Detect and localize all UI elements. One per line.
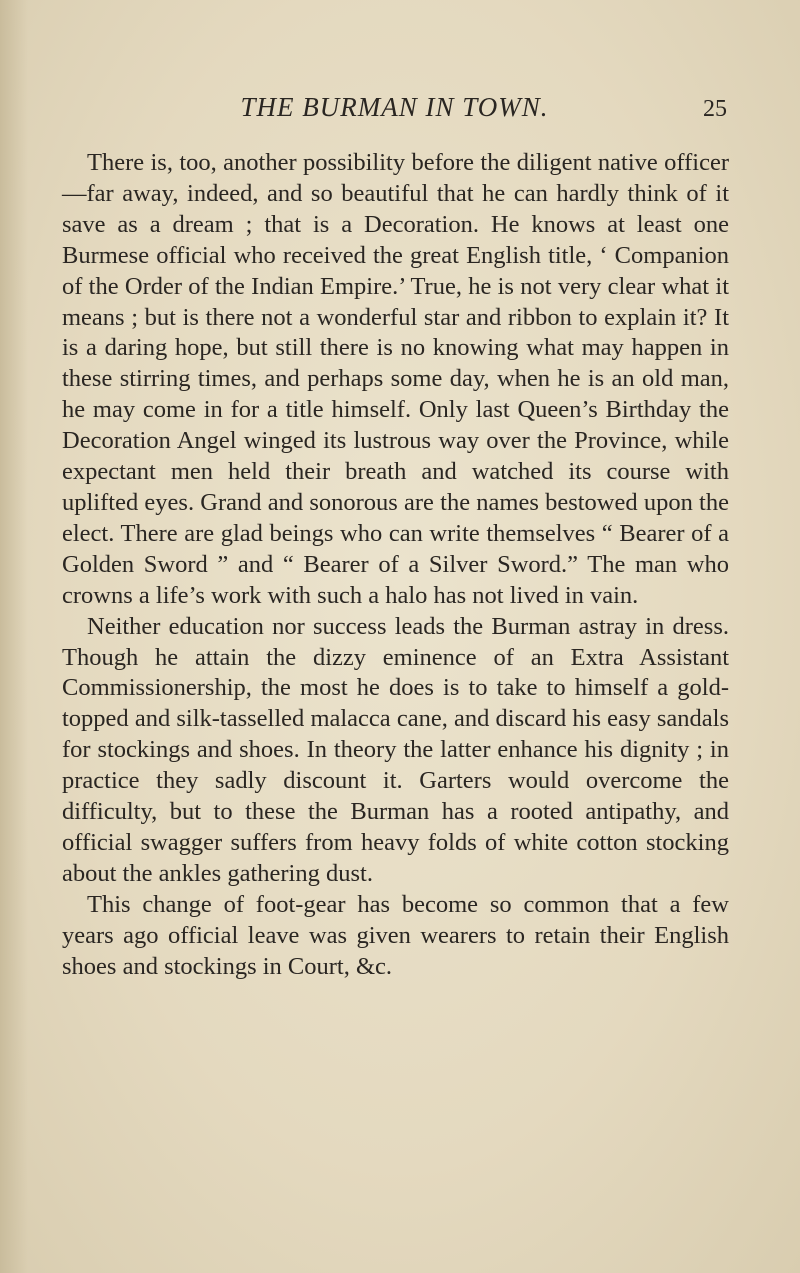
paragraph-decoration: There is, too, another possibility before the diligent native officer—far away, indeed, and so beautiful that he can hardly think of it save as a dream ; that is a Decoration. He knows at least one Burmese official who received the great English title, ‘ Companion of the Order of the Indian Empire.’ True, he is not very clear what it means ; but is there not a wonderful star and ribbon to explain it? It is a daring hope, but still there is no knowing what may happen in these stirring times, and perhaps some day, when he is an old man, he may come in for a title himself. Only last Queen’s Birthday the Decoration Angel winged its lustrous way over the Province, while expectant men held their breath and watched its course with uplifted eyes. Grand and sonorous are the names bestowed upon the elect. There are glad beings who can write themselves “ Bearer of a Golden Sword ” and “ Bearer of a Silver Sword.” The man who crowns a life’s work with such a halo has not lived in vain. <box>62 149 729 609</box>
running-head <box>62 92 727 132</box>
running-title: THE BURMAN IN TOWN. <box>240 92 549 122</box>
page-gutter-shadow <box>0 0 28 1273</box>
body-text <box>62 148 729 982</box>
paragraph-dress: Neither education nor success leads the Burman astray in dress. Though he attain the dizzy eminence of an Extra Assistant Commissionership, the most he does is to take to himself a gold-topped and silk-tasselled malacca cane, and discard his easy sandals for stockings and shoes. In theory the latter enhance his dignity ; in practice they sadly discount it. Garters would overcome the difficulty, but to these the Burman has a rooted antipathy, and official swagger suffers from heavy folds of white cotton stocking about the ankles gathering dust. <box>62 612 729 887</box>
paragraph-foot-gear: This change of foot-gear has become so common that a few years ago official leave was given wearers to retain their English shoes and stockings in Court, &c. <box>62 890 729 980</box>
page-number: 25 <box>703 96 727 122</box>
